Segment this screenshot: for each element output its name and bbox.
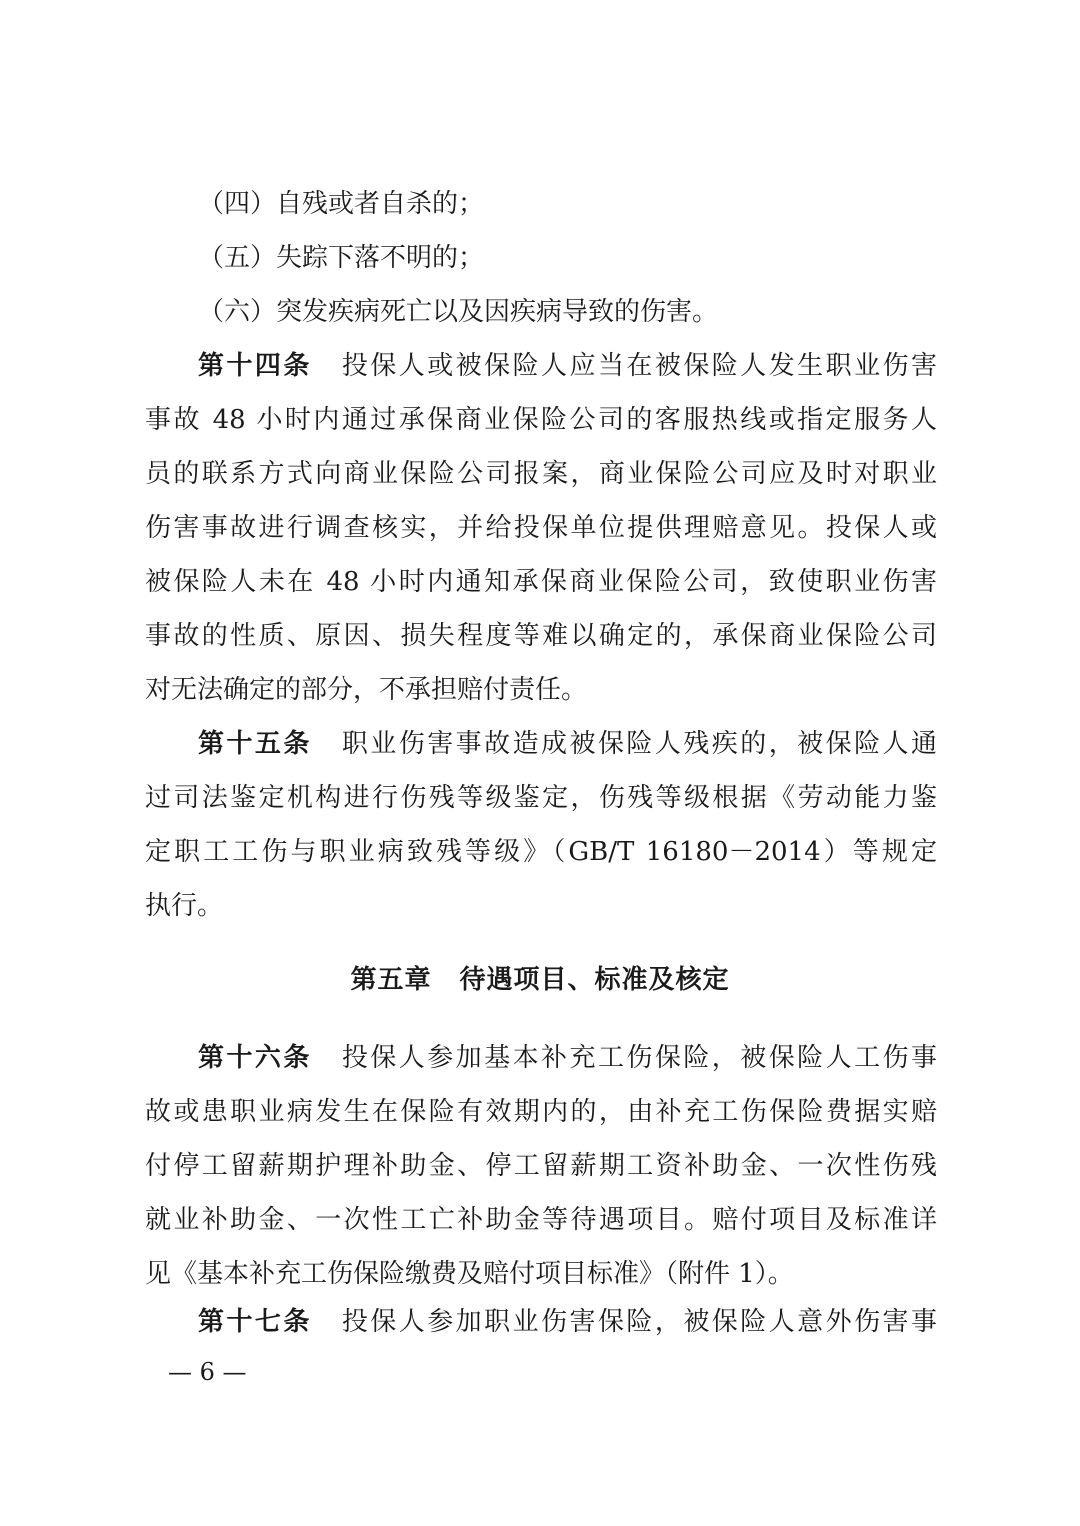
article-14-line: 事故 48 小时内通过承保商业保险公司的客服热线或指定服务人 <box>145 405 937 435</box>
article-16-text: 投保人参加基本补充工伤保险，被保险人工伤事 <box>341 1043 937 1073</box>
article-17-label: 第十七条 <box>198 1307 312 1337</box>
list-item: （四）自残或者自杀的； <box>198 189 485 219</box>
article-17-first-line <box>198 1304 937 1340</box>
article-16-label: 第十六条 <box>198 1043 312 1073</box>
article-14-line: 事故的性质、原因、损失程度等难以确定的，承保商业保险公司 <box>145 621 937 651</box>
article-16-line: 就业补助金、一次性工亡补助金等待遇项目。赔付项目及标准详 <box>145 1205 937 1235</box>
article-14-label: 第十四条 <box>198 351 312 381</box>
article-14-line: 伤害事故进行调查核实，并给投保单位提供理赔意见。投保人或 <box>145 513 937 543</box>
article-16-first-line <box>198 1040 937 1076</box>
article-14-line: 对无法确定的部分，不承担赔付责任。 <box>145 675 588 705</box>
article-15-first-line <box>198 726 937 762</box>
article-15-line: 过司法鉴定机构进行伤残等级鉴定，伤残等级根据《劳动能力鉴 <box>145 783 937 813</box>
article-16-line: 付停工留薪期护理补助金、停工留薪期工资补助金、一次性伤残 <box>145 1151 937 1181</box>
article-16-line: 见《基本补充工伤保险缴费及赔付项目标准》（附件 1）。 <box>145 1259 794 1289</box>
list-item: （五）失踪下落不明的； <box>198 243 485 273</box>
article-14-line: 员的联系方式向商业保险公司报案，商业保险公司应及时对职业 <box>145 459 937 489</box>
article-15-label: 第十五条 <box>198 729 312 759</box>
article-15-text: 职业伤害事故造成被保险人残疾的，被保险人通 <box>341 729 937 759</box>
chapter-heading <box>0 962 1080 998</box>
article-16-line: 故或患职业病发生在保险有效期内的，由补充工伤保险费据实赔 <box>145 1097 937 1127</box>
article-14-text: 投保人或被保险人应当在被保险人发生职业伤害 <box>341 351 937 381</box>
chapter-title: 待遇项目、标准及核定 <box>459 965 730 995</box>
article-15-line: 执行。 <box>145 891 224 921</box>
page-number: — 6 — <box>168 1358 247 1386</box>
list-item: （六）突发疾病死亡以及因疾病导致的伤害。 <box>198 297 719 327</box>
article-14-line: 被保险人未在 48 小时内通知承保商业保险公司，致使职业伤害 <box>145 567 937 597</box>
article-17-text: 投保人参加职业伤害保险，被保险人意外伤害事 <box>341 1307 937 1337</box>
article-15-line: 定职工工伤与职业病致残等级》（GB/T 16180－2014）等规定 <box>145 837 937 867</box>
chapter-number: 第五章 <box>350 965 432 995</box>
article-14-first-line <box>198 348 937 384</box>
